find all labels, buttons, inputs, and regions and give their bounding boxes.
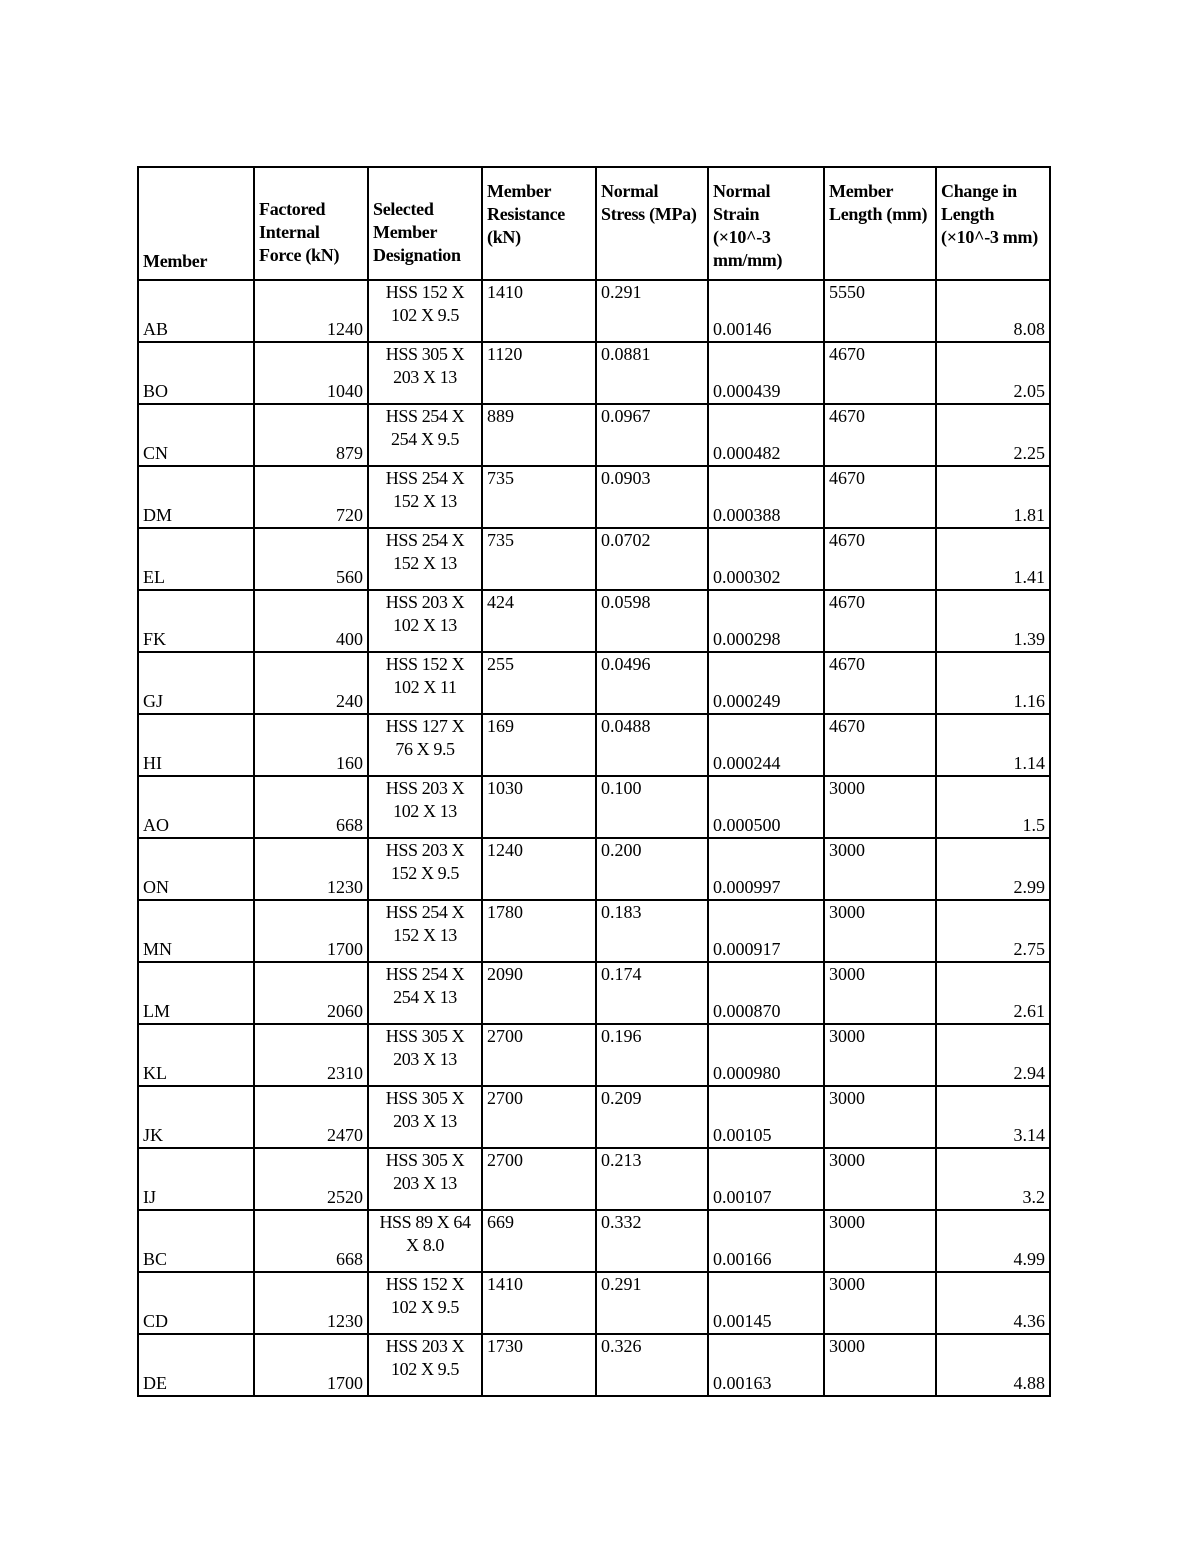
designation-cell [368,590,482,652]
designation-cell [368,1210,482,1272]
force-cell: 879 [254,404,368,466]
resistance-cell: 2700 [482,1086,596,1148]
designation-cell [368,1272,482,1334]
resistance-cell: 735 [482,528,596,590]
resistance-cell: 1030 [482,776,596,838]
strain-cell: 0.000500 [708,776,824,838]
designation-cell [368,342,482,404]
header-row [138,167,1050,280]
change-cell: 1.81 [936,466,1050,528]
designation-line: HSS 89 X 64 [379,1212,471,1232]
change-cell: 1.39 [936,590,1050,652]
resistance-cell: 169 [482,714,596,776]
designation-line: HSS 305 X [385,1150,465,1170]
change-cell: 2.05 [936,342,1050,404]
strain-cell: 0.00166 [708,1210,824,1272]
strain-cell: 0.000302 [708,528,824,590]
change-cell: 2.61 [936,962,1050,1024]
designation-line: 203 X 13 [393,1049,457,1069]
table-row [138,280,1050,342]
designation-line: 152 X 9.5 [391,863,459,883]
member-cell: JK [138,1086,254,1148]
strain-cell: 0.000244 [708,714,824,776]
stress-cell: 0.0496 [596,652,708,714]
length-cell: 4670 [824,342,936,404]
designation-line: HSS 203 X [385,778,465,798]
designation-line: HSS 203 X [385,592,465,612]
length-cell: 3000 [824,1086,936,1148]
member-cell: DM [138,466,254,528]
length-cell: 4670 [824,466,936,528]
stress-cell: 0.0881 [596,342,708,404]
designation-line: 254 X 9.5 [391,429,459,449]
strain-cell: 0.000997 [708,838,824,900]
designation-line: 152 X 13 [393,925,457,945]
member-cell: ON [138,838,254,900]
header-stress: Normal Stress (MPa) [596,167,708,280]
change-cell: 1.41 [936,528,1050,590]
strain-cell: 0.000917 [708,900,824,962]
table-row [138,590,1050,652]
strain-cell: 0.00163 [708,1334,824,1396]
stress-cell: 0.196 [596,1024,708,1086]
force-cell: 2310 [254,1024,368,1086]
force-cell: 1040 [254,342,368,404]
length-cell: 4670 [824,528,936,590]
change-cell: 4.99 [936,1210,1050,1272]
force-cell: 1700 [254,1334,368,1396]
table-row [138,466,1050,528]
change-cell: 2.25 [936,404,1050,466]
force-cell: 400 [254,590,368,652]
designation-cell [368,900,482,962]
strain-cell: 0.000249 [708,652,824,714]
force-cell: 1700 [254,900,368,962]
length-cell: 4670 [824,714,936,776]
table-row [138,1210,1050,1272]
length-cell: 3000 [824,1210,936,1272]
stress-cell: 0.0598 [596,590,708,652]
change-cell: 2.99 [936,838,1050,900]
member-cell: GJ [138,652,254,714]
designation-line: HSS 152 X [385,654,465,674]
force-cell: 1230 [254,1272,368,1334]
change-cell: 1.16 [936,652,1050,714]
designation-cell [368,838,482,900]
designation-line: HSS 203 X [385,840,465,860]
designation-line: HSS 305 X [385,344,465,364]
force-cell: 720 [254,466,368,528]
stress-cell: 0.332 [596,1210,708,1272]
force-cell: 668 [254,776,368,838]
strain-cell: 0.000298 [708,590,824,652]
header-length: Member Length (mm) [824,167,936,280]
designation-cell [368,466,482,528]
length-cell: 3000 [824,900,936,962]
designation-cell [368,652,482,714]
table-row [138,342,1050,404]
designation-line: HSS 305 X [385,1026,465,1046]
stress-cell: 0.200 [596,838,708,900]
strain-cell: 0.00145 [708,1272,824,1334]
table-row [138,1024,1050,1086]
change-cell: 1.5 [936,776,1050,838]
designation-cell [368,962,482,1024]
length-cell: 3000 [824,962,936,1024]
designation-cell [368,404,482,466]
change-cell: 4.36 [936,1272,1050,1334]
designation-line: 102 X 11 [393,677,457,697]
designation-line: 254 X 13 [393,987,457,1007]
member-cell: BC [138,1210,254,1272]
designation-line: 76 X 9.5 [395,739,455,759]
strain-cell: 0.000439 [708,342,824,404]
member-cell: CN [138,404,254,466]
stress-cell: 0.174 [596,962,708,1024]
designation-line: HSS 254 X [385,964,465,984]
length-cell: 5550 [824,280,936,342]
designation-line: HSS 254 X [385,902,465,922]
length-cell: 4670 [824,590,936,652]
change-cell: 2.75 [936,900,1050,962]
resistance-cell: 1120 [482,342,596,404]
change-cell: 4.88 [936,1334,1050,1396]
force-cell: 2520 [254,1148,368,1210]
designation-line: HSS 254 X [385,530,465,550]
stress-cell: 0.291 [596,280,708,342]
table-row [138,404,1050,466]
member-cell: HI [138,714,254,776]
designation-line: HSS 203 X [385,1336,465,1356]
designation-cell [368,528,482,590]
member-cell: EL [138,528,254,590]
strain-cell: 0.000980 [708,1024,824,1086]
strain-cell: 0.00107 [708,1148,824,1210]
length-cell: 3000 [824,1272,936,1334]
length-cell: 3000 [824,1148,936,1210]
designation-line: 102 X 9.5 [391,305,459,325]
table-row [138,776,1050,838]
member-cell: BO [138,342,254,404]
header-designation: Selected Member Designation [368,167,482,280]
resistance-cell: 1410 [482,280,596,342]
change-cell: 8.08 [936,280,1050,342]
stress-cell: 0.183 [596,900,708,962]
member-cell: FK [138,590,254,652]
header-strain: Normal Strain (×10^-3 mm/mm) [708,167,824,280]
table-row [138,962,1050,1024]
length-cell: 4670 [824,404,936,466]
table-row [138,652,1050,714]
designation-cell [368,1334,482,1396]
table-body [138,280,1050,1396]
resistance-cell: 669 [482,1210,596,1272]
force-cell: 160 [254,714,368,776]
designation-cell [368,1024,482,1086]
designation-line: 102 X 13 [393,615,457,635]
force-cell: 2060 [254,962,368,1024]
member-cell: AO [138,776,254,838]
stress-cell: 0.0967 [596,404,708,466]
resistance-cell: 1240 [482,838,596,900]
stress-cell: 0.0903 [596,466,708,528]
header-resistance: Member Resistance (kN) [482,167,596,280]
designation-line: 203 X 13 [393,367,457,387]
member-cell: MN [138,900,254,962]
length-cell: 3000 [824,838,936,900]
strain-cell: 0.000388 [708,466,824,528]
designation-line: 152 X 13 [393,553,457,573]
table-row [138,838,1050,900]
table-row [138,900,1050,962]
resistance-cell: 1730 [482,1334,596,1396]
member-cell: AB [138,280,254,342]
change-cell: 3.2 [936,1148,1050,1210]
stress-cell: 0.0702 [596,528,708,590]
resistance-cell: 889 [482,404,596,466]
stress-cell: 0.100 [596,776,708,838]
designation-cell [368,1086,482,1148]
designation-cell [368,1148,482,1210]
designation-line: 152 X 13 [393,491,457,511]
designation-line: 102 X 13 [393,801,457,821]
resistance-cell: 1410 [482,1272,596,1334]
member-cell: LM [138,962,254,1024]
strain-cell: 0.00146 [708,280,824,342]
length-cell: 4670 [824,652,936,714]
strain-cell: 0.000482 [708,404,824,466]
stress-cell: 0.213 [596,1148,708,1210]
force-cell: 1230 [254,838,368,900]
designation-line: 203 X 13 [393,1111,457,1131]
change-cell: 2.94 [936,1024,1050,1086]
resistance-cell: 735 [482,466,596,528]
designation-line: HSS 305 X [385,1088,465,1108]
resistance-cell: 255 [482,652,596,714]
designation-line: 102 X 9.5 [391,1297,459,1317]
resistance-cell: 1780 [482,900,596,962]
table-row [138,1334,1050,1396]
table-row [138,1272,1050,1334]
header-member: Member [138,167,254,280]
designation-line: X 8.0 [406,1235,444,1255]
designation-line: HSS 152 X [385,1274,465,1294]
designation-cell [368,776,482,838]
stress-cell: 0.0488 [596,714,708,776]
designation-line: 203 X 13 [393,1173,457,1193]
header-force: Factored Internal Force (kN) [254,167,368,280]
designation-line: HSS 254 X [385,468,465,488]
member-cell: KL [138,1024,254,1086]
resistance-cell: 2700 [482,1024,596,1086]
designation-line: HSS 152 X [385,282,465,302]
force-cell: 1240 [254,280,368,342]
force-cell: 240 [254,652,368,714]
change-cell: 3.14 [936,1086,1050,1148]
table-row [138,528,1050,590]
length-cell: 3000 [824,1024,936,1086]
table-row [138,714,1050,776]
designation-cell [368,280,482,342]
table-row [138,1148,1050,1210]
designation-line: 102 X 9.5 [391,1359,459,1379]
resistance-cell: 424 [482,590,596,652]
resistance-cell: 2090 [482,962,596,1024]
length-cell: 3000 [824,1334,936,1396]
resistance-cell: 2700 [482,1148,596,1210]
force-cell: 668 [254,1210,368,1272]
header-change: Change in Length (×10^-3 mm) [936,167,1050,280]
designation-line: HSS 254 X [385,406,465,426]
member-table [137,166,1051,1397]
strain-cell: 0.00105 [708,1086,824,1148]
force-cell: 560 [254,528,368,590]
strain-cell: 0.000870 [708,962,824,1024]
member-cell: DE [138,1334,254,1396]
stress-cell: 0.209 [596,1086,708,1148]
stress-cell: 0.291 [596,1272,708,1334]
change-cell: 1.14 [936,714,1050,776]
length-cell: 3000 [824,776,936,838]
force-cell: 2470 [254,1086,368,1148]
member-cell: CD [138,1272,254,1334]
table-row [138,1086,1050,1148]
designation-line: HSS 127 X [385,716,465,736]
stress-cell: 0.326 [596,1334,708,1396]
member-cell: IJ [138,1148,254,1210]
designation-cell [368,714,482,776]
